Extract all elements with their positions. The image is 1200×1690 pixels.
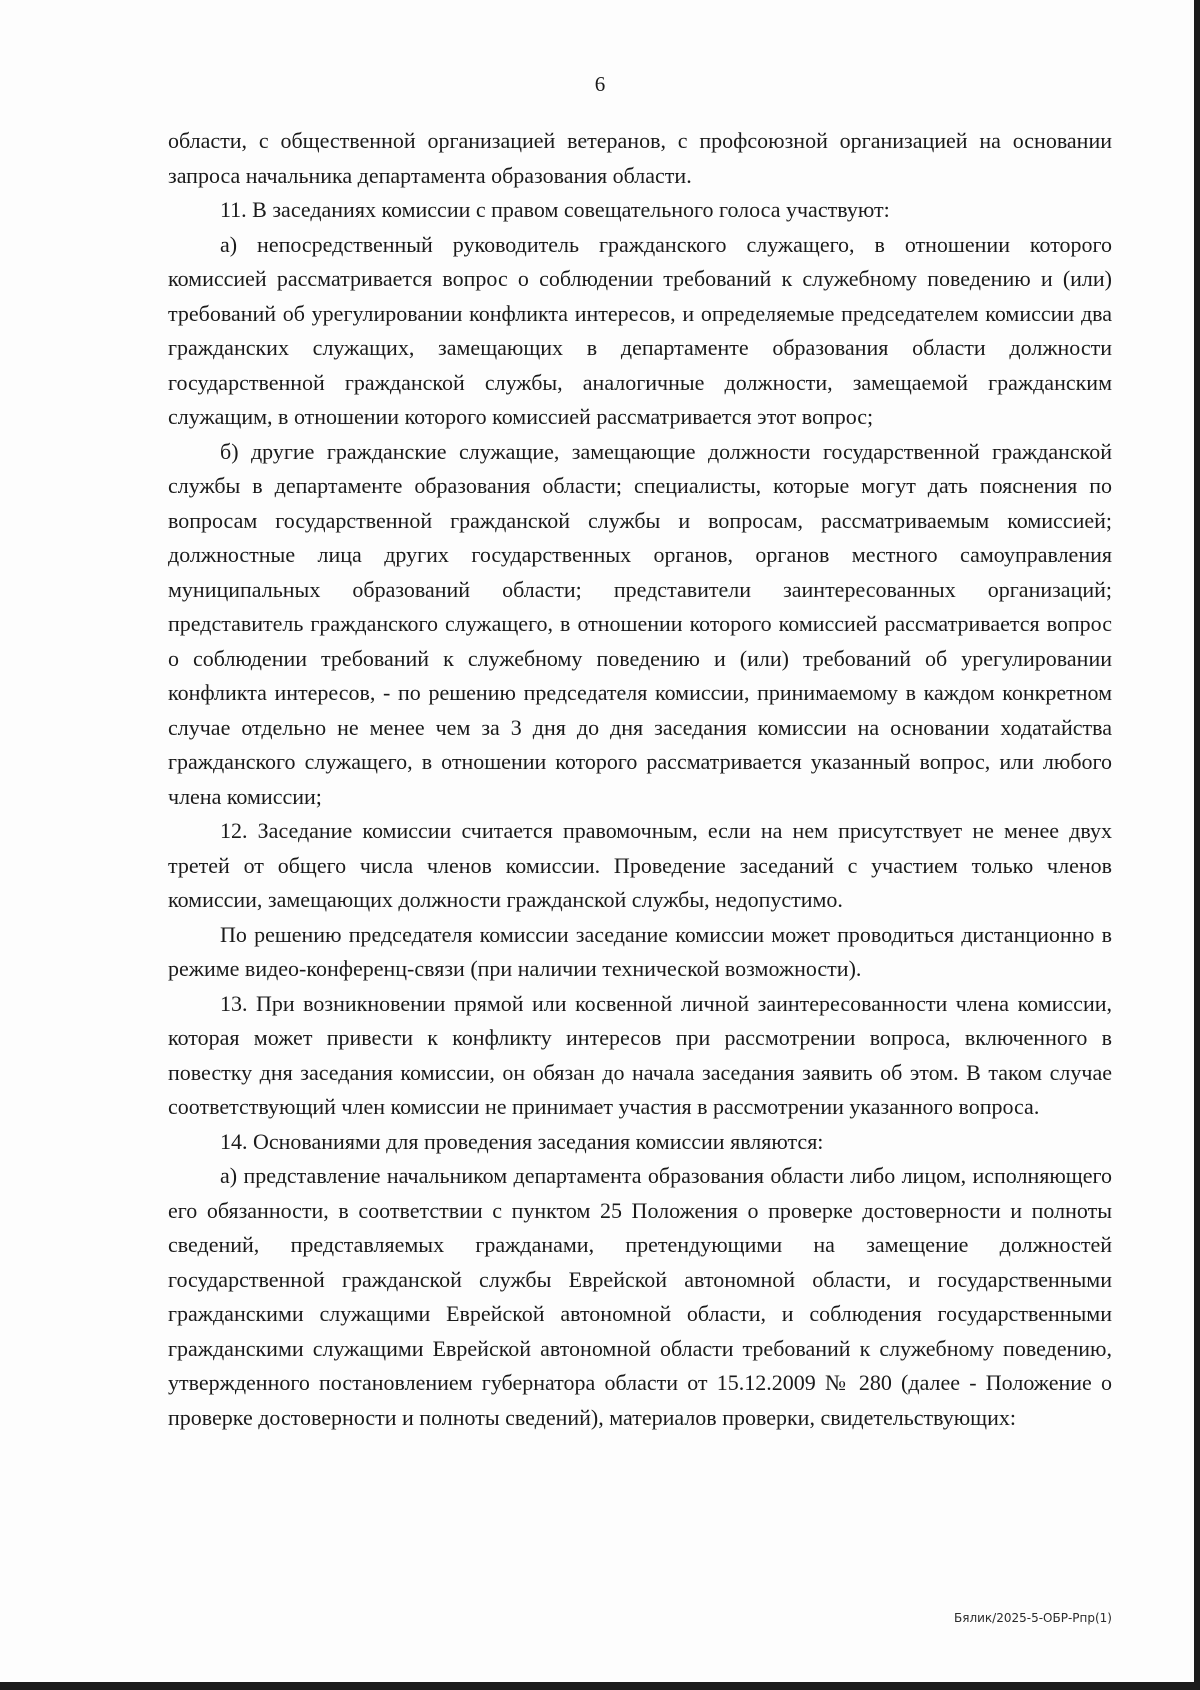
paragraph-item-12-remote: По решению председателя комиссии заседание комиссии может проводиться дистанционно в режиме видео-конференц-связи (при наличии технической возможности). (168, 921, 1112, 981)
scan-edge-right (1194, 0, 1200, 1690)
paragraph-item-14: 14. Основаниями для проведения заседания комиссии являются: (220, 1128, 824, 1154)
page-number: 6 (594, 72, 606, 96)
document-body (168, 124, 1112, 1435)
paragraph-item-12: 12. Заседание комиссии считается правомочным, если на нем присутствует не менее двух третей от общего числа членов комиссии. Проведение заседаний с участием только членов комиссии, замещающих должности гражданской службы, недопустимо. (168, 818, 1112, 912)
paragraph-item-11b: б) другие гражданские служащие, замещающие должности государственной гражданской службы в департаменте образования области; специалисты, которые могут дать пояснения по вопросам государственной гражданской службы и вопросам, рассматриваемым комиссией; должностные лица других государственных органов, органов местного самоуправления муниципальных образований области; представители заинтересованных организаций; представитель гражданского служащего, в отношении которого комиссией рассматривается вопрос о соблюдении требований к служебному поведению и (или) требований об урегулировании конфликта интересов, - по решению председателя комиссии, принимаемому в каждом конкретном случае отдельно не менее чем за 3 дня до дня заседания комиссии на основании ходатайства гражданского служащего, в отношении которого рассматривается указанный вопрос, или любого члена комиссии; (168, 438, 1112, 809)
paragraph-item-14a: а) представление начальником департамента образования области либо лицом, исполняющего его обязанности, в соответствии с пунктом 25 Положения о проверке достоверности и полноты сведений, представляемых гражданами, претендующими на замещение должностей государственной гражданской службы Еврейской автономной области, и государственными гражданскими служащими Еврейской автономной области, и соблюдения государственными гражданскими служащими Еврейской автономной области требований к служебному поведению, утвержденного постановлением губернатора области от 15.12.2009 № 280 (далее - Положение о проверке достоверности и полноты сведений), материалов проверки, свидетельствующих: (168, 1163, 1112, 1430)
paragraph-item-13: 13. При возникновении прямой или косвенной личной заинтересованности члена комиссии, которая может привести к конфликту интересов при рассмотрении вопроса, включенного в повестку дня заседания комиссии, он обязан до начала заседания заявить об этом. В таком случае соответствующий член комиссии не принимает участия в рассмотрении указанного вопроса. (168, 990, 1112, 1119)
paragraph-item-11: 11. В заседаниях комиссии с правом совещательного голоса участвуют: (220, 197, 890, 222)
scan-edge-bottom (0, 1682, 1200, 1690)
document-code: Бялик/2025-5-ОБР-Рпр(1) (954, 1611, 1112, 1625)
paragraph-continuation: области, с общественной организацией ветеранов, с профсоюзной организацией на основании запроса начальника департамента образования области. (168, 128, 1112, 188)
paragraph-item-11a: а) непосредственный руководитель гражданского служащего, в отношении которого комиссией рассматривается вопрос о соблюдении требований к служебному поведению и (или) требований об урегулировании конфликта интересов, и определяемые председателем комиссии два гражданских служащих, замещающих в департаменте образования области должности государственной гражданской службы, аналогичные должности, замещаемой гражданским служащим, в отношении которого комиссией рассматривается этот вопрос; (168, 231, 1112, 429)
